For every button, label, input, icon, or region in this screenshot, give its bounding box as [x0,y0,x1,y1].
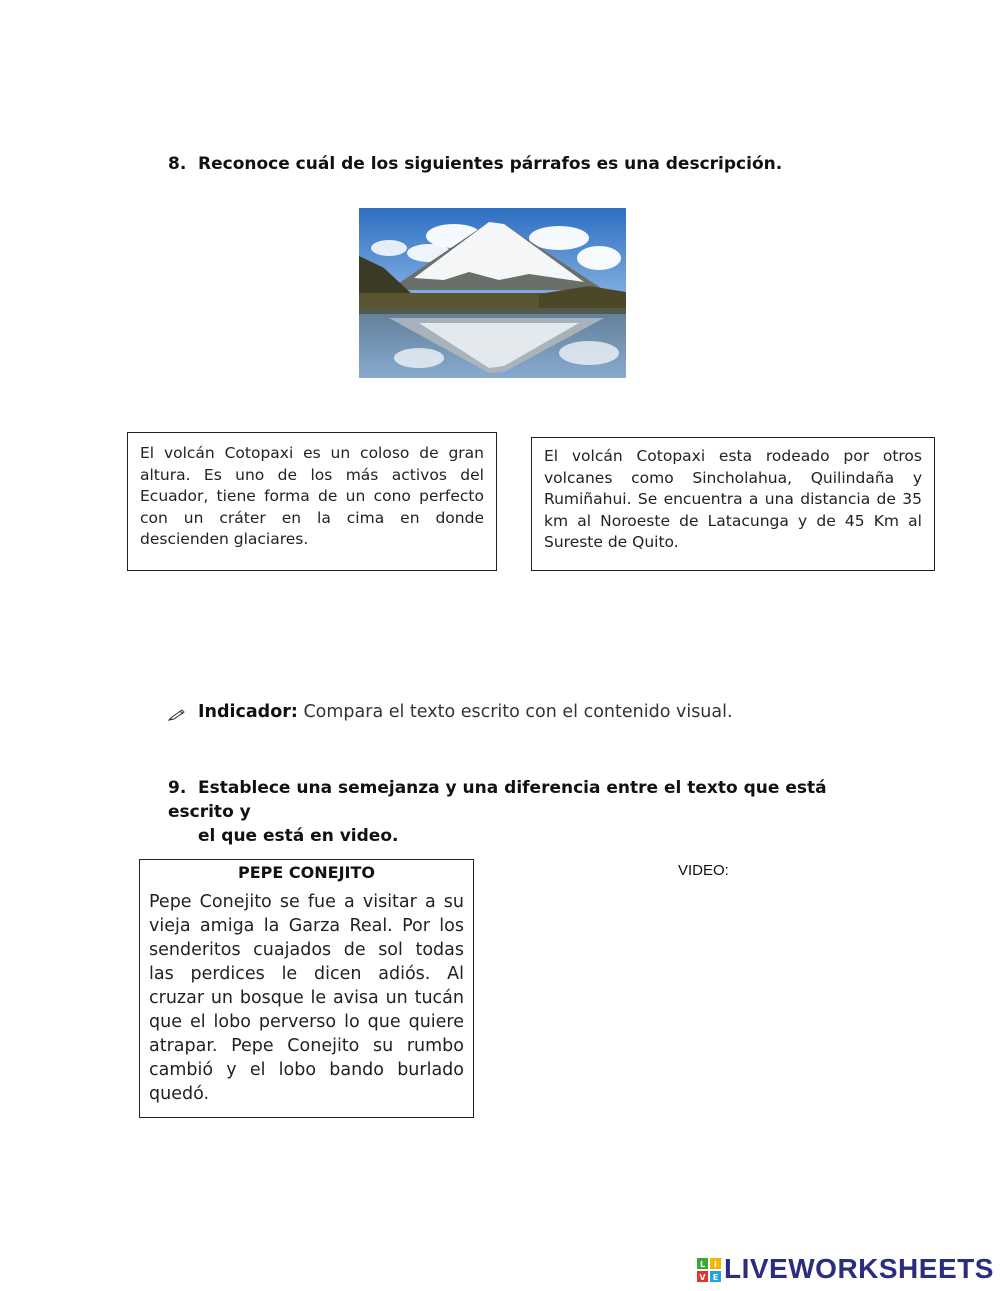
question-9 [168,776,888,848]
liveworksheets-logo[interactable] [697,1255,995,1287]
question-8 [168,152,868,176]
indicator-line [168,702,868,722]
logo-mark-letter-v: V [699,1273,706,1282]
story-title: PEPE CONEJITO [238,863,375,882]
logo-mark-letter-i: I [714,1260,717,1269]
story-body: Pepe Conejito se fue a visitar a su vieja amiga la Garza Real. Por los senderitos cuajados de sol todas las perdices le dicen adiós. Al cruzar un bosque le avisa un tucán que el lobo perverso lo que quiere atrapar. Pepe Conejito su rumbo cambió y el lobo bando burlado quedó. [149,892,464,1104]
indicator-label: Indicador: [198,702,298,722]
paragraph-right-text: El volcán Cotopaxi esta rodeado por otros volcanes como Sincholahua, Quilindaña y Rumiñahui. Se encuentra a una distancia de 35 km al Noroeste de Latacunga y de 45 Km al Sureste de Quito. [544,447,922,551]
liveworksheets-mark-icon [697,1258,721,1282]
question-9-line1: Establece una semejanza y una diferencia entre el texto que está escrito y [168,778,827,822]
video-label: VIDEO: [678,862,729,879]
paragraph-box-left[interactable] [127,432,497,571]
story-box [139,859,474,1118]
logo-text: LIVEWORKSHEETS [724,1253,994,1284]
question-8-number: 8. [168,154,187,174]
indicator-text: Compara el texto escrito con el contenido visual. [303,702,733,722]
question-9-number: 9. [168,778,187,798]
question-8-text: Reconoce cuál de los siguientes párrafos es una descripción. [198,154,783,174]
logo-mark-letter-e: E [712,1273,719,1282]
volcano-image [359,208,626,378]
paragraph-box-right[interactable] [531,437,935,571]
question-9-line2: el que está en video. [198,826,399,846]
pencil-icon [168,709,186,721]
logo-mark-letter-l: L [699,1260,706,1269]
paragraph-left-text: El volcán Cotopaxi es un coloso de gran altura. Es uno de los más activos del Ecuador, tiene forma de un cono perfecto con un cráter en la cima en donde descienden glaciares. [140,444,484,548]
